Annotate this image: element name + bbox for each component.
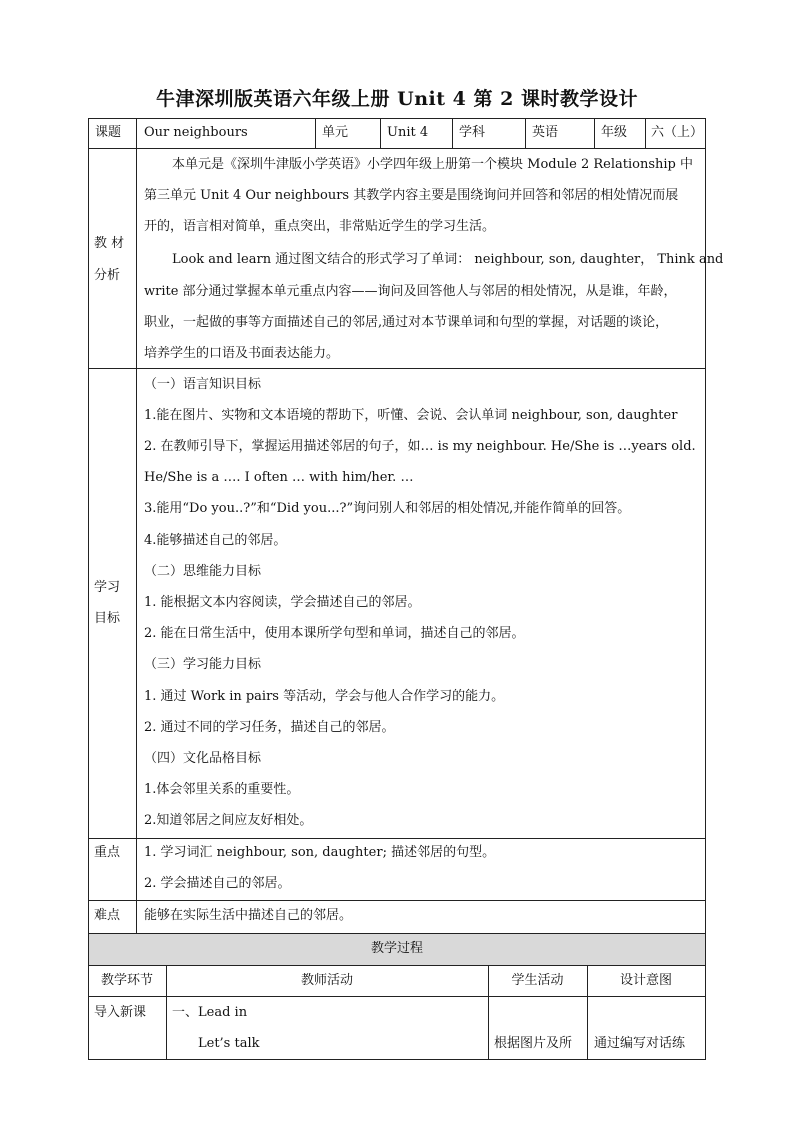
objective-line: 2.知道邻居之间应友好相处。: [144, 813, 313, 828]
objective-line: 2. 能在日常生活中，使用本课所学句型和单词，描述自己的邻居。: [144, 626, 525, 641]
key-point-line: 2. 学会描述自己的邻居。: [144, 876, 291, 891]
objective-line: 4.能够描述自己的邻居。: [144, 533, 287, 548]
process-col-teacher: 教师活动: [300, 973, 353, 988]
analysis-line: 职业，一起做的事等方面描述自己的邻居,通过对本节课单词和句型的掌握，对话题的谈论，: [144, 315, 669, 330]
subject-value: 英语: [532, 125, 559, 140]
topic-value: Our neighbours: [144, 125, 248, 140]
objective-line: 1.体会邻里关系的重要性。: [144, 782, 300, 797]
analysis-line: 开的，语言相对简单，重点突出，非常贴近学生的学习生活。: [144, 219, 496, 234]
analysis-line: 培养学生的口语及书面表达能力。: [144, 346, 340, 361]
process-col-intent: 设计意图: [619, 973, 672, 988]
topic-label: 课题: [95, 125, 122, 140]
analysis-line: 本单元是《深圳牛津版小学英语》小学四年级上册第一个模块 Module 2 Relationship 中: [172, 157, 693, 172]
objective-line: （二）思维能力目标: [144, 564, 262, 579]
process-teacher-line: 一、Lead in: [172, 1005, 248, 1020]
process-col-student: 学生活动: [511, 973, 564, 988]
analysis-line: Look and learn 通过图文结合的形式学习了单词： neighbour, son, daughter， Think and: [172, 252, 724, 267]
analysis-line: write 部分通过掌握本单元重点内容——询问及回答他人与邻居的相处情况，从是谁，年龄，: [144, 284, 677, 299]
key-point-line: 1. 学习词汇 neighbour, son, daughter; 描述邻居的句型。: [144, 845, 496, 860]
process-col-stage: 教学环节: [100, 973, 153, 988]
grade-value: 六（上）: [651, 125, 704, 140]
objective-line: 2. 在教师引导下，掌握运用描述邻居的句子，如… is my neighbour. He/She is …years old.: [144, 439, 696, 454]
objective-line: 1. 通过 Work in pairs 等活动，学会与他人合作学习的能力。: [144, 689, 505, 704]
document-title: 牛津深圳版英语六年级上册 Unit 4 第 2 课时教学设计: [156, 88, 638, 110]
subject-label: 学科: [459, 125, 486, 140]
difficulty-label: 难点: [94, 908, 121, 923]
process-stage: 导入新课: [94, 1005, 147, 1020]
process-heading: 教学过程: [370, 941, 423, 956]
grade-label: 年级: [601, 125, 628, 140]
process-intent: 通过编写对话练: [594, 1036, 686, 1051]
analysis-label: 教 材: [94, 236, 125, 251]
objectives-label: 目标: [94, 611, 121, 626]
analysis-line: 第三单元 Unit 4 Our neighbours 其教学内容主要是围绕询问并回答和邻居的相处情况而展: [144, 188, 679, 203]
objective-line: 1.能在图片、实物和文本语境的帮助下，听懂、会说、会认单词 neighbour, son, daughter: [144, 408, 678, 423]
process-student: 根据图片及所: [494, 1036, 573, 1051]
objective-line: 1. 能根据文本内容阅读，学会描述自己的邻居。: [144, 595, 421, 610]
difficulty-text: 能够在实际生活中描述自己的邻居。: [144, 908, 353, 923]
key-points-label: 重点: [94, 845, 121, 860]
unit-label: 单元: [322, 125, 349, 140]
process-teacher-line: Let’s talk: [198, 1036, 260, 1051]
objectives-label: 学习: [94, 580, 121, 595]
analysis-label: 分析: [94, 268, 121, 283]
objective-line: （一）语言知识目标: [144, 377, 262, 392]
objective-line: （三）学习能力目标: [144, 657, 262, 672]
unit-value: Unit 4: [387, 125, 429, 140]
objective-line: （四）文化品格目标: [144, 751, 262, 766]
objective-line: 3.能用“Do you..?”和“Did you...?”询问别人和邻居的相处情况,并能作简单的回答。: [144, 501, 631, 516]
objective-line: He/She is a …. I often … with him/her. …: [144, 470, 414, 485]
objective-line: 2. 通过不同的学习任务，描述自己的邻居。: [144, 720, 395, 735]
